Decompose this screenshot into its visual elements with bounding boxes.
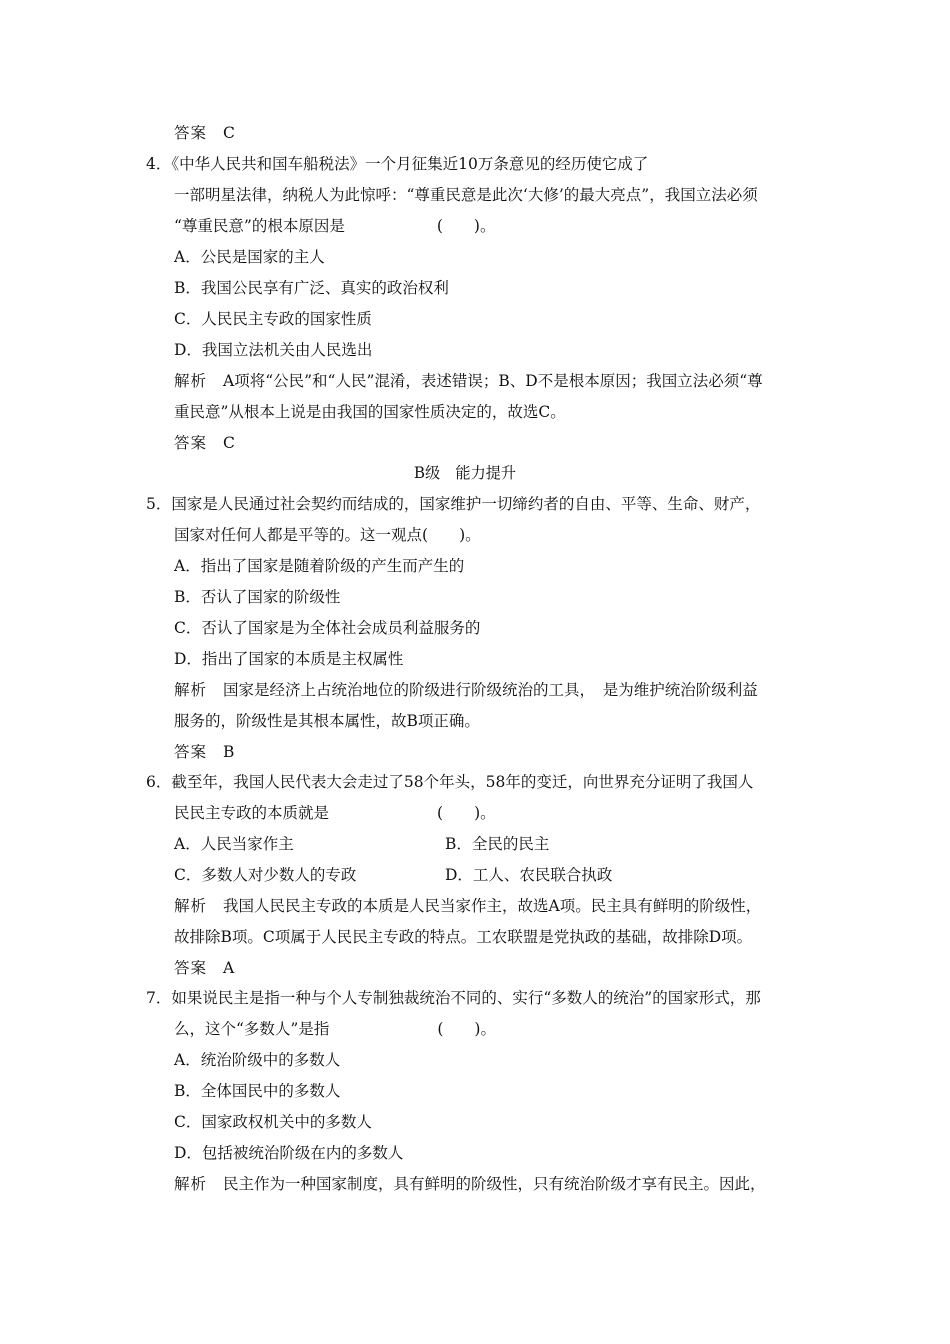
q7-option-a: A．统治阶级中的多数人 xyxy=(174,1051,341,1069)
q7-analysis-line-1: 解析 民主作为一种国家制度，具有鲜明的阶级性，只有统治阶级才享有民主。因此， xyxy=(174,1175,766,1193)
answer-value: A xyxy=(223,959,235,977)
question-number: 6． xyxy=(146,773,172,791)
answer-paren: ( )。 xyxy=(436,217,496,235)
q5-stem-line-2: 国家对任何人都是平等的。这一观点( )。 xyxy=(174,526,481,544)
q7-stem-line-1: 7．如果说民主是指一种与个人专制独裁统治不同的、实行“多数人的统治”的国家形式，那 xyxy=(146,989,761,1007)
answer-value: B xyxy=(223,743,235,761)
q5-answer xyxy=(174,741,234,763)
q4-analysis-line-1: 解析 A项将“公民”和“人民”混淆，表述错误；B、D不是根本原因；我国立法必须“尊 xyxy=(174,372,763,390)
answer-value: C xyxy=(223,434,235,452)
q4-stem-line-2: 一部明星法律，纳税人为此惊呼：“尊重民意是此次‘大修’的最大亮点”，我国立法必须 xyxy=(174,186,758,204)
analysis-label: 解析 xyxy=(174,1175,208,1193)
q4-stem-line-3: “尊重民意”的根本原因是 ( )。 xyxy=(174,217,496,235)
analysis-label: 解析 xyxy=(174,681,208,699)
q6-answer xyxy=(174,957,234,979)
q6-stem-line-1: 6．截至年，我国人民代表大会走过了58个年头，58年的变迁，向世界充分证明了我国人 xyxy=(146,773,754,791)
q4-answer xyxy=(174,432,235,454)
q6-option-d: D．工人、农民联合执政 xyxy=(445,866,613,884)
answer-label: 答案 xyxy=(174,959,208,977)
answer-paren: ( )。 xyxy=(437,1020,496,1038)
q7-option-c: C．国家政权机关中的多数人 xyxy=(174,1113,372,1131)
q6-analysis-line-2: 故排除B项。C项属于人民民主专政的特点。工农联盟是党执政的基础，故排除D项。 xyxy=(174,928,753,946)
q5-option-d: D．指出了国家的本质是主权属性 xyxy=(174,650,404,668)
q5-stem-line-1: 5．国家是人民通过社会契约而结成的，国家维护一切缔约者的自由、平等、生命、财产， xyxy=(146,495,761,513)
answer-paren: ( )。 xyxy=(437,804,496,822)
q4-option-c: C．人民民主专政的国家性质 xyxy=(174,310,372,328)
question-number: 4． xyxy=(146,155,172,173)
q6-option-b: B．全民的民主 xyxy=(445,835,550,853)
q5-option-b: B．否认了国家的阶级性 xyxy=(174,588,341,606)
q6-option-c: C．多数人对少数人的专政 xyxy=(174,866,357,884)
q6-stem-line-2: 民民主专政的本质就是 ( )。 xyxy=(174,804,496,822)
section-b-title: B级 能力提升 xyxy=(413,464,517,482)
q7-option-d: D．包括被统治阶级在内的多数人 xyxy=(174,1144,404,1162)
q4-option-d: D．我国立法机关由人民选出 xyxy=(174,341,373,359)
q5-analysis-line-1: 解析 国家是经济上占统治地位的阶级进行阶级统治的工具， 是为维护统治阶级利益 xyxy=(174,681,758,699)
analysis-label: 解析 xyxy=(174,372,208,390)
q5-option-c: C．否认了国家是为全体社会成员利益服务的 xyxy=(174,619,481,637)
analysis-label: 解析 xyxy=(174,897,208,915)
q4-analysis-line-2: 重民意”从根本上说是由我国的国家性质决定的，故选C。 xyxy=(174,403,566,421)
q6-option-a: A．人民当家作主 xyxy=(174,835,294,853)
q4-option-b: B．我国公民享有广泛、真实的政治权利 xyxy=(174,279,449,297)
q5-option-a: A．指出了国家是随着阶级的产生而产生的 xyxy=(174,557,465,575)
q6-analysis-line-1: 解析 我国人民民主专政的本质是人民当家作主，故选A项。民主具有鲜明的阶级性， xyxy=(174,897,762,915)
q7-stem-line-2: 么，这个“多数人”是指 ( )。 xyxy=(174,1020,496,1038)
q7-option-b: B．全体国民中的多数人 xyxy=(174,1082,341,1100)
q3-answer xyxy=(174,122,235,144)
answer-label: 答案 xyxy=(174,743,208,761)
answer-value: C xyxy=(223,124,235,142)
answer-label: 答案 xyxy=(174,434,208,452)
answer-label: 答案 xyxy=(174,124,208,142)
q5-analysis-line-2: 服务的，阶级性是其根本属性，故B项正确。 xyxy=(174,712,480,730)
question-number: 7． xyxy=(146,989,172,1007)
q4-option-a: A．公民是国家的主人 xyxy=(174,248,325,266)
question-number: 5． xyxy=(146,495,172,513)
q4-stem-line-1: 4．《中华人民共和国车船税法》一个月征集近10万条意见的经历使它成了 xyxy=(146,155,649,173)
answer-paren: ( )。 xyxy=(422,526,481,544)
